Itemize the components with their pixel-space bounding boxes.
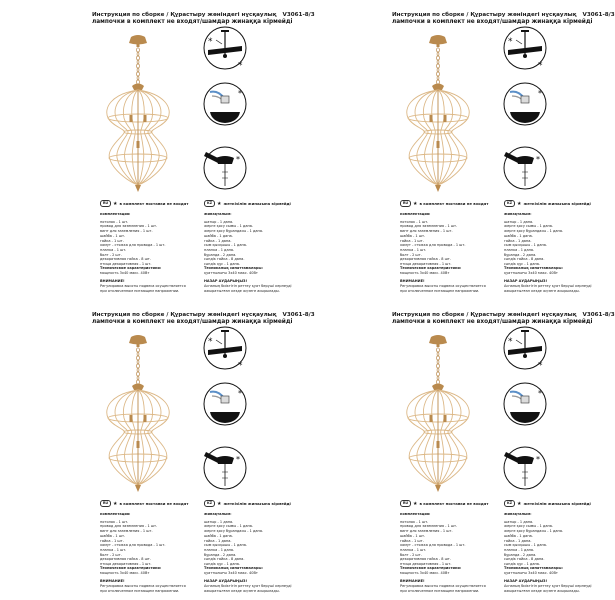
svg-text:*: * xyxy=(538,389,542,398)
part-item: планка - 1 шт. xyxy=(400,247,427,252)
star-icon: ★ xyxy=(113,200,118,207)
part-item: шайба - 1 дана. xyxy=(204,233,233,238)
lamp-drawing xyxy=(100,334,176,496)
kz-language-row xyxy=(204,500,291,507)
ru-warning-text-2: при отключенном питающем напряжении. xyxy=(400,588,480,593)
star-icon: ★ xyxy=(217,500,222,507)
svg-text:*: * xyxy=(236,455,240,464)
part-item: провод для заземления - 1 шт. xyxy=(400,224,458,229)
kz-specs xyxy=(204,566,300,594)
model-number: V3061-8/3 xyxy=(282,12,315,18)
part-item: жерге қосу сымы - 1 дана. xyxy=(504,224,554,229)
part-item: гайка - 1 дана. xyxy=(504,538,532,543)
part-item: болт - 2 шт. xyxy=(100,552,122,557)
part-item: сәндік құс - 1 дана. xyxy=(204,562,241,567)
ru-warning-text-1: Регулировка высоты подвеса осуществляется xyxy=(400,284,486,289)
ru-specs xyxy=(100,266,196,294)
part-item: сым қысқышы - 1 дана. xyxy=(504,243,548,248)
title-line1: Инструкция по сборке / Құрастыру жөніндегі нұсқаулық xyxy=(392,312,577,318)
panel-title xyxy=(392,12,615,26)
step-1-canopy xyxy=(504,327,546,371)
star-icon: ★ xyxy=(413,200,418,207)
part-item: гайка - 1 шт. xyxy=(400,238,424,243)
kz-parts-heading: жинақталым: xyxy=(204,512,232,516)
part-item: провод для заземления - 1 шт. xyxy=(400,524,458,529)
part-item: бұранда - 2 дана. xyxy=(204,552,237,557)
part-item: планка - 1 дана. xyxy=(504,247,535,252)
part-item: гайка - 1 шт. xyxy=(400,538,424,543)
part-item: шатыр - 1 дана. xyxy=(504,519,534,524)
ru-parts-list xyxy=(400,212,496,267)
svg-text:*: * xyxy=(238,61,243,71)
svg-text:*: * xyxy=(536,455,540,464)
part-item: провод для заземления - 1 шт. xyxy=(100,524,158,529)
svg-text:*: * xyxy=(508,337,513,347)
panel-title xyxy=(392,312,615,326)
part-item: планка - 1 дана. xyxy=(504,547,535,552)
step-1-canopy xyxy=(204,27,246,71)
svg-text:*: * xyxy=(538,89,542,98)
part-item: птица декоративная - 1 шт. xyxy=(100,562,152,567)
ru-parts-list xyxy=(400,512,496,567)
svg-text:*: * xyxy=(238,389,242,398)
kz-parts-list xyxy=(204,512,300,567)
svg-text:*: * xyxy=(208,37,213,47)
svg-text:*: * xyxy=(238,361,243,371)
kz-warning-text-2: ажыратылған кезде жүзеге асырылады. xyxy=(504,588,580,593)
kz-warning-title: НАЗАР АУДАРЫҢЫЗ! xyxy=(204,579,248,584)
kz-tech-title: Техникалық сипаттамалары: xyxy=(204,566,263,570)
part-item: сым қысқышы - 1 дана. xyxy=(204,543,248,548)
ru-warning-title: ВНИМАНИЕ! xyxy=(400,279,425,284)
part-item: болт - 2 шт. xyxy=(400,252,422,257)
step-1-canopy xyxy=(504,27,546,71)
kz-specs xyxy=(204,266,300,294)
kz-language-row xyxy=(504,200,591,207)
part-item: сәндік гайка - 8 дана. xyxy=(504,557,545,562)
star-icon: ★ xyxy=(217,200,222,207)
part-item: потолок - 1 шт. xyxy=(400,519,429,524)
part-item: декоративная гайка - 8 шт. xyxy=(100,557,151,562)
assembly-steps xyxy=(202,326,248,492)
ru-badge: RU xyxy=(400,200,411,207)
ru-tech-value: мощность 3x40 макс. 40Вт xyxy=(400,270,450,275)
ru-warning-text-2: при отключенном питающем напряжении. xyxy=(100,588,180,593)
part-item: винт для заземления - 1 шт. xyxy=(400,229,453,234)
svg-text:*: * xyxy=(508,37,513,47)
kz-badge: KZ xyxy=(504,500,515,507)
part-item: сәндік құс - 1 дана. xyxy=(504,562,541,567)
ru-tech-title: Технические характеристики: xyxy=(100,266,162,270)
ru-warning-text-1: Регулировка высоты подвеса осуществляется xyxy=(100,284,186,289)
part-item: жерге қосу бұрандасы - 1 дана. xyxy=(204,229,264,234)
part-item: шайба - 1 шт. xyxy=(400,233,426,238)
step-3-mounting xyxy=(504,447,546,489)
part-item: потолок - 1 шт. xyxy=(400,219,429,224)
part-item: гайка - 1 дана. xyxy=(204,238,232,243)
part-item: гайка - 1 шт. xyxy=(100,238,124,243)
part-item: жерге қосу бұрандасы - 1 дана. xyxy=(504,529,564,534)
kz-star-note: жеткізілім жинағына кірмейді xyxy=(523,501,591,506)
ru-parts-list xyxy=(100,212,196,267)
ru-star-note: в комплект поставки не входят xyxy=(419,201,489,206)
kz-tech-value: қуаттылығы 3x40 макс. 40Вт xyxy=(504,270,558,275)
part-item: бұранда - 2 дана. xyxy=(204,252,237,257)
ru-warning-text-2: при отключенном питающем напряжении. xyxy=(400,288,480,293)
ru-tech-title: Технические характеристики: xyxy=(100,566,162,570)
instruction-panel xyxy=(0,300,315,600)
part-item: жерге қосу бұрандасы - 1 дана. xyxy=(504,229,564,234)
ru-parts-heading: комплектация: xyxy=(400,212,431,216)
part-item: бұранда - 2 дана. xyxy=(504,552,537,557)
ru-parts-list xyxy=(100,512,196,567)
svg-text:*: * xyxy=(208,337,213,347)
kz-star-note: жеткізілім жинағына кірмейді xyxy=(223,201,291,206)
part-item: хомут - стяжка для провода - 1 шт. xyxy=(400,543,466,548)
star-icon: ★ xyxy=(517,500,522,507)
part-item: жерге қосу бұрандасы - 1 дана. xyxy=(204,529,264,534)
part-item: планка - 1 шт. xyxy=(400,547,427,552)
model-number: V3061-8/3 xyxy=(582,12,615,18)
kz-star-note: жеткізілім жинағына кірмейді xyxy=(223,501,291,506)
step-3-mounting xyxy=(204,147,246,189)
ru-tech-value: мощность 3x40 макс. 40Вт xyxy=(100,570,150,575)
lamp-drawing xyxy=(100,34,176,196)
kz-tech-value: қуаттылығы 3x40 макс. 40Вт xyxy=(504,570,558,575)
kz-tech-title: Техникалық сипаттамалары: xyxy=(204,266,263,270)
part-item: сәндік гайка - 8 дана. xyxy=(504,257,545,262)
kz-specs xyxy=(504,566,600,594)
part-item: шайба - 1 дана. xyxy=(504,533,533,538)
kz-tech-title: Техникалық сипаттамалары: xyxy=(504,566,563,570)
instruction-panel xyxy=(300,300,615,600)
ru-star-note: в комплект поставки не входят xyxy=(119,201,189,206)
step-3-mounting xyxy=(504,147,546,189)
part-item: гайка - 1 шт. xyxy=(100,538,124,543)
kz-parts-list xyxy=(504,212,600,267)
ru-tech-title: Технические характеристики: xyxy=(400,566,462,570)
step-2-wiring xyxy=(504,383,546,425)
part-item: шатыр - 1 дана. xyxy=(504,219,534,224)
step-1-canopy xyxy=(204,327,246,371)
part-item: сәндік құс - 1 дана. xyxy=(204,262,241,267)
ru-parts-heading: комплектация: xyxy=(100,212,131,216)
instruction-panel xyxy=(300,0,615,300)
part-item: потолок - 1 шт. xyxy=(100,219,129,224)
lamp-drawing xyxy=(400,334,476,496)
part-item: гайка - 1 дана. xyxy=(504,238,532,243)
ru-warning-text-1: Регулировка высоты подвеса осуществляется xyxy=(400,584,486,589)
kz-star-note: жеткізілім жинағына кірмейді xyxy=(523,201,591,206)
ru-warning-text-1: Регулировка высоты подвеса осуществляется xyxy=(100,584,186,589)
model-number: V3061-8/3 xyxy=(282,312,315,318)
part-item: провод для заземления - 1 шт. xyxy=(100,224,158,229)
part-item: планка - 1 шт. xyxy=(100,247,127,252)
ru-parts-heading: комплектация: xyxy=(400,512,431,516)
ru-star-note: в комплект поставки не входят xyxy=(119,501,189,506)
svg-text:*: * xyxy=(536,155,540,164)
part-item: хомут - стяжка для провода - 1 шт. xyxy=(100,243,166,248)
ru-tech-value: мощность 3x40 макс. 40Вт xyxy=(100,270,150,275)
title-line1: Инструкция по сборке / Құрастыру жөніндегі нұсқаулық xyxy=(392,12,577,18)
star-icon: ★ xyxy=(413,500,418,507)
kz-badge: KZ xyxy=(504,200,515,207)
step-2-wiring xyxy=(204,383,246,425)
part-item: винт для заземления - 1 шт. xyxy=(100,529,153,534)
ru-star-note: в комплект поставки не входят xyxy=(419,501,489,506)
kz-parts-heading: жинақталым: xyxy=(204,212,232,216)
title-line2: лампочки в комплект не входят/шамдар жинаққа кірмейді xyxy=(392,319,593,325)
assembly-steps xyxy=(502,26,548,192)
ru-specs xyxy=(100,566,196,594)
part-item: шайба - 1 дана. xyxy=(204,533,233,538)
title-line2: лампочки в комплект не входят/шамдар жинаққа кірмейді xyxy=(392,19,593,25)
part-item: декоративная гайка - 8 шт. xyxy=(100,257,151,262)
title-line2: лампочки в комплект не входят/шамдар жинаққа кірмейді xyxy=(92,19,293,25)
part-item: шатыр - 1 дана. xyxy=(204,219,234,224)
ru-badge: RU xyxy=(400,500,411,507)
kz-warning-text-1: Аспаның биіктігін реттеу қуат беруші кернеуді xyxy=(504,284,592,289)
kz-warning-text-1: Аспаның биіктігін реттеу қуат беруші кернеуді xyxy=(204,284,292,289)
lamp-drawing xyxy=(400,34,476,196)
panel-title xyxy=(92,312,315,326)
step-2-wiring xyxy=(204,83,246,125)
part-item: сым қысқышы - 1 дана. xyxy=(204,243,248,248)
ru-badge: RU xyxy=(100,200,111,207)
title-line1: Инструкция по сборке / Құрастыру жөніндегі нұсқаулық xyxy=(92,312,277,318)
ru-warning-title: ВНИМАНИЕ! xyxy=(100,279,125,284)
ru-language-row xyxy=(100,500,188,507)
part-item: птица декоративная - 1 шт. xyxy=(400,562,452,567)
kz-parts-list xyxy=(504,512,600,567)
part-item: жерге қосу сымы - 1 дана. xyxy=(504,524,554,529)
part-item: хомут - стяжка для провода - 1 шт. xyxy=(100,543,166,548)
kz-tech-value: қуаттылығы 3x40 макс. 40Вт xyxy=(204,270,258,275)
ru-warning-title: ВНИМАНИЕ! xyxy=(100,579,125,584)
part-item: сәндік құс - 1 дана. xyxy=(504,262,541,267)
assembly-steps xyxy=(502,326,548,492)
kz-warning-title: НАЗАР АУДАРЫҢЫЗ! xyxy=(504,579,548,584)
kz-tech-title: Техникалық сипаттамалары: xyxy=(504,266,563,270)
kz-tech-value: қуаттылығы 3x40 макс. 40Вт xyxy=(204,570,258,575)
part-item: птица декоративная - 1 шт. xyxy=(400,262,452,267)
svg-text:*: * xyxy=(538,61,543,71)
kz-language-row xyxy=(504,500,591,507)
svg-text:*: * xyxy=(236,155,240,164)
ru-parts-heading: комплектация: xyxy=(100,512,131,516)
part-item: шатыр - 1 дана. xyxy=(204,519,234,524)
svg-text:*: * xyxy=(238,89,242,98)
part-item: жерге қосу сымы - 1 дана. xyxy=(204,524,254,529)
assembly-steps xyxy=(202,26,248,192)
ru-tech-title: Технические характеристики: xyxy=(400,266,462,270)
part-item: декоративная гайка - 8 шт. xyxy=(400,557,451,562)
kz-warning-text-2: ажыратылған кезде жүзеге асырылады. xyxy=(504,288,580,293)
kz-warning-title: НАЗАР АУДАРЫҢЫЗ! xyxy=(204,279,248,284)
star-icon: ★ xyxy=(113,500,118,507)
part-item: гайка - 1 дана. xyxy=(204,538,232,543)
part-item: декоративная гайка - 8 шт. xyxy=(400,257,451,262)
part-item: винт для заземления - 1 шт. xyxy=(100,229,153,234)
part-item: бұранда - 2 дана. xyxy=(504,252,537,257)
ru-badge: RU xyxy=(100,500,111,507)
svg-text:*: * xyxy=(538,361,543,371)
part-item: винт для заземления - 1 шт. xyxy=(400,529,453,534)
kz-parts-list xyxy=(204,212,300,267)
part-item: сәндік гайка - 8 дана. xyxy=(204,557,245,562)
ru-language-row xyxy=(400,500,488,507)
model-number: V3061-8/3 xyxy=(582,312,615,318)
kz-language-row xyxy=(204,200,291,207)
part-item: шайба - 1 дана. xyxy=(504,233,533,238)
ru-warning-text-2: при отключенном питающем напряжении. xyxy=(100,288,180,293)
part-item: потолок - 1 шт. xyxy=(100,519,129,524)
step-3-mounting xyxy=(204,447,246,489)
ru-specs xyxy=(400,566,496,594)
part-item: жерге қосу сымы - 1 дана. xyxy=(204,224,254,229)
instruction-panel xyxy=(0,0,315,300)
title-line1: Инструкция по сборке / Құрастыру жөніндегі нұсқаулық xyxy=(92,12,277,18)
kz-parts-heading: жинақталым: xyxy=(504,512,532,516)
kz-warning-text-2: ажыратылған кезде жүзеге асырылады. xyxy=(204,288,280,293)
ru-tech-value: мощность 3x40 макс. 40Вт xyxy=(400,570,450,575)
kz-specs xyxy=(504,266,600,294)
star-icon: ★ xyxy=(517,200,522,207)
part-item: хомут - стяжка для провода - 1 шт. xyxy=(400,243,466,248)
part-item: планка - 1 дана. xyxy=(204,247,235,252)
part-item: планка - 1 дана. xyxy=(204,547,235,552)
title-line2: лампочки в комплект не входят/шамдар жинаққа кірмейді xyxy=(92,319,293,325)
part-item: птица декоративная - 1 шт. xyxy=(100,262,152,267)
ru-warning-title: ВНИМАНИЕ! xyxy=(400,579,425,584)
part-item: шайба - 1 шт. xyxy=(100,233,126,238)
part-item: сәндік гайка - 8 дана. xyxy=(204,257,245,262)
kz-warning-text-2: ажыратылған кезде жүзеге асырылады. xyxy=(204,588,280,593)
part-item: болт - 2 шт. xyxy=(400,552,422,557)
kz-warning-text-1: Аспаның биіктігін реттеу қуат беруші кернеуді xyxy=(204,584,292,589)
kz-warning-title: НАЗАР АУДАРЫҢЫЗ! xyxy=(504,279,548,284)
ru-language-row xyxy=(400,200,488,207)
part-item: сым қысқышы - 1 дана. xyxy=(504,543,548,548)
part-item: болт - 2 шт. xyxy=(100,252,122,257)
step-2-wiring xyxy=(504,83,546,125)
part-item: шайба - 1 шт. xyxy=(400,533,426,538)
part-item: шайба - 1 шт. xyxy=(100,533,126,538)
ru-language-row xyxy=(100,200,188,207)
kz-badge: KZ xyxy=(204,200,215,207)
kz-parts-heading: жинақталым: xyxy=(504,212,532,216)
kz-warning-text-1: Аспаның биіктігін реттеу қуат беруші кернеуді xyxy=(504,584,592,589)
ru-specs xyxy=(400,266,496,294)
kz-badge: KZ xyxy=(204,500,215,507)
panel-title xyxy=(92,12,315,26)
part-item: планка - 1 шт. xyxy=(100,547,127,552)
